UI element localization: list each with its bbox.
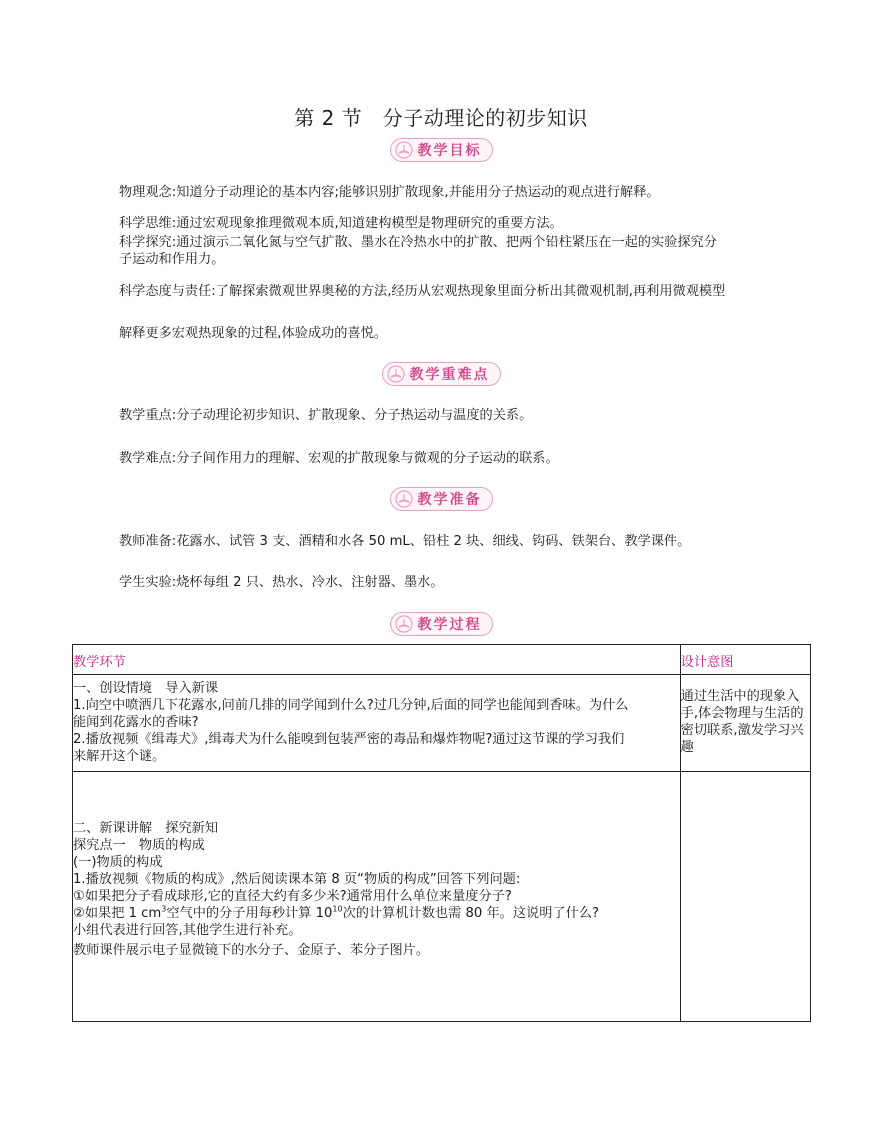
row1-line: 1.向空中喷洒几下花露水,问前几排的同学闻到什么?过几分钟,后面的同学也能闻到香味。为什么 — [73, 698, 629, 713]
row2-line: 1.播放视频《物质的构成》,然后阅读课本第 8 页“物质的构成”回答下列问题: — [73, 872, 521, 887]
row1-line: 2.播放视频《缉毒犬》,缉毒犬为什么能嗅到包装严密的毒品和爆炸物呢?通过这节课的学习我们 — [73, 732, 625, 747]
book-icon — [395, 141, 413, 159]
row2-point: 探究点一 物质的构成 — [73, 838, 205, 853]
section-title-preparation: 教学准备 — [417, 492, 482, 508]
row2-line: 教师课件展示电子显微镜下的水分子、金原子、苯分子图片。 — [73, 943, 430, 958]
header-teaching-stage: 教学环节 — [73, 655, 126, 670]
row1-heading: 一、创设情境 导入新课 — [73, 681, 219, 696]
goal-attitude-cont: 解释更多宏观热现象的过程,体验成功的喜悦。 — [119, 326, 387, 341]
row1-line: 来解开这个谜。 — [73, 749, 166, 764]
table-row — [73, 675, 811, 772]
section-title-goals: 教学目标 — [417, 143, 482, 159]
row2-heading: 二、新课讲解 探究新知 — [73, 821, 219, 836]
section-badge-key-points — [0, 362, 882, 386]
goal-scientific-thinking: 科学思维:通过宏观现象推理微观本质,知道建构模型是物理研究的重要方法。 — [119, 216, 563, 231]
teaching-difficulty: 教学难点:分子间作用力的理解、宏观的扩散现象与微观的分子运动的联系。 — [119, 451, 559, 466]
teacher-preparation: 教师准备:花露水、试管 3 支、酒精和水各 50 mL、铅柱 2 块、细线、钩码、铁架台、教学课件。 — [119, 534, 691, 549]
section-title-key-points: 教学重难点 — [409, 367, 490, 383]
book-icon — [395, 615, 413, 633]
page-title: 第 2 节 分子动理论的初步知识 — [294, 106, 588, 130]
teaching-focus: 教学重点:分子动理论初步知识、扩散现象、分子热运动与温度的关系。 — [119, 408, 533, 423]
book-icon — [387, 365, 405, 383]
goal-physics-concept: 物理观念:知道分子动理论的基本内容;能够识别扩散现象,并能用分子热运动的观点进行解释。 — [119, 185, 660, 200]
header-design-intent: 设计意图 — [680, 655, 734, 670]
table-header-row — [73, 645, 811, 675]
row1-line: 能闻到花露水的香味? — [73, 715, 199, 730]
table-row — [73, 772, 811, 1022]
goal-attitude: 科学态度与责任:了解探索微观世界奥秘的方法,经历从宏观热现象里面分析出其微观机制,再利用微观模型 — [119, 284, 726, 299]
book-icon — [395, 490, 413, 508]
row2-line: ②如果把 1 $cm^3$空气中的分子用每秒计算 $10^{10}$次的计算机计数也需 80 年。这说明了什么? — [73, 904, 599, 921]
section-badge-goals — [0, 138, 882, 162]
row1-intent: 通过生活中的现象入手,体会物理与生活的密切联系,激发学习兴趣 — [680, 689, 804, 755]
row2-line: 小组代表进行回答,其他学生进行补充。 — [73, 923, 302, 938]
section-title-process: 教学过程 — [417, 617, 482, 633]
process-table — [72, 644, 811, 1022]
section-badge-preparation — [0, 487, 882, 511]
student-experiment: 学生实验:烧杯每组 2 只、热水、冷水、注射器、墨水。 — [119, 575, 444, 590]
section-badge-process — [0, 612, 882, 636]
row2-line: ①如果把分子看成球形,它的直径大约有多少米?通常用什么单位来量度分子? — [73, 889, 512, 904]
row2-subheading: (一)物质的构成 — [73, 855, 163, 870]
goal-scientific-inquiry: 科学探究:通过演示二氧化氮与空气扩散、墨水在冷热水中的扩散、把两个铅柱紧压在一起的实验探究分 子运动和作用力。 — [119, 235, 717, 267]
